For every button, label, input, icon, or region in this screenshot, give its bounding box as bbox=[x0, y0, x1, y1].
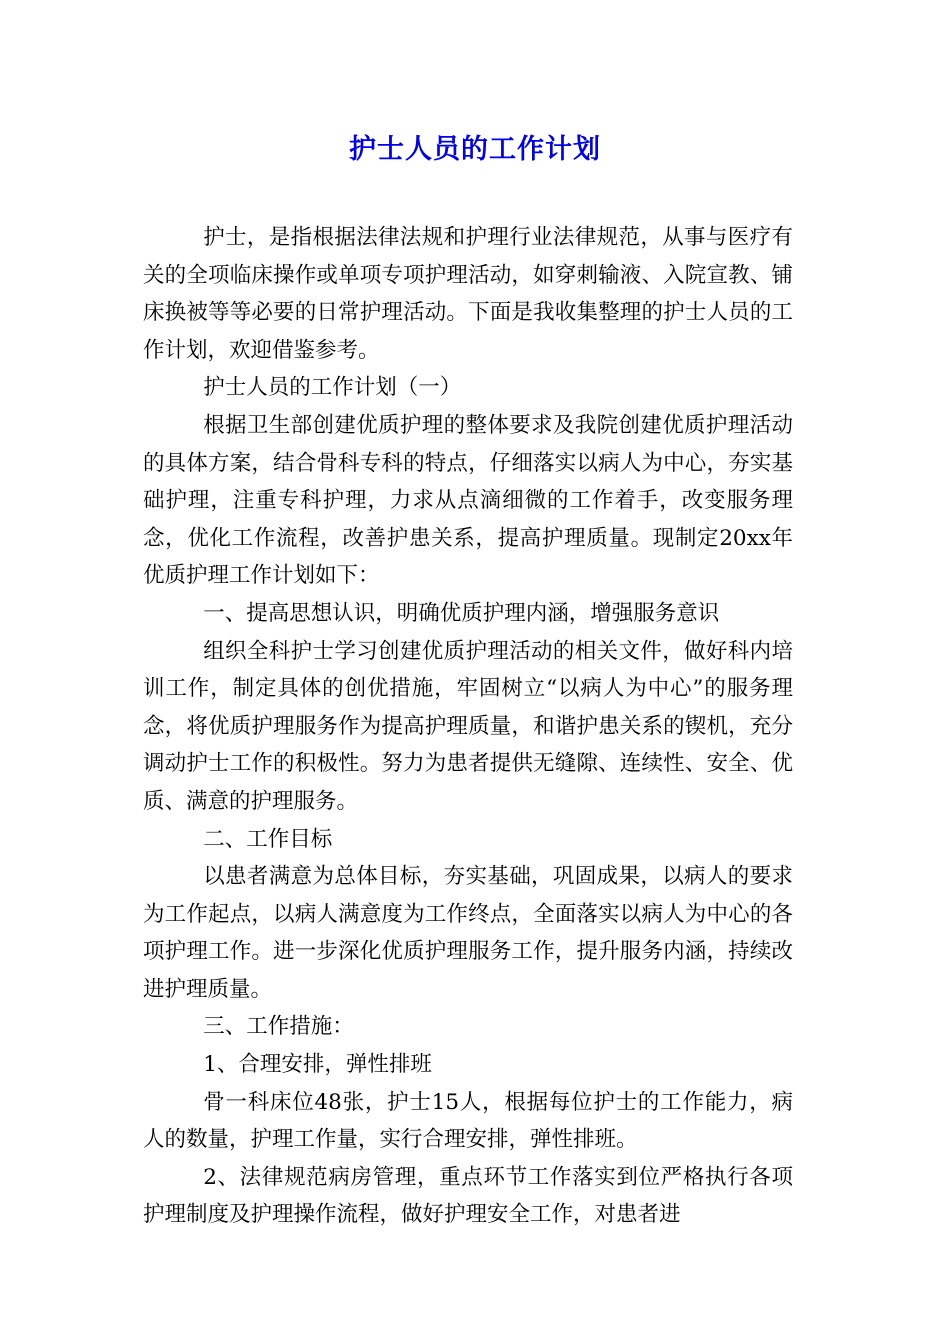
paragraph-section-2: 以患者满意为总体目标，夯实基础，巩固成果，以病人的要求为工作起点，以病人满意度为工作终点，全面落实以病人为中心的各项护理工作。进一步深化优质护理服务工作，提升服务内涵，持续改进护理质量。 bbox=[143, 864, 793, 1002]
paragraph-overview: 根据卫生部创建优质护理的整体要求及我院创建优质护理活动的具体方案，结合骨科专科的特点，仔细落实以病人为中心，夯实基础护理，注重专科护理，力求从点滴细微的工作着手，改变服务理念，优化工作流程，改善护患关系，提高护理质量。现制定20xx年优质护理工作计划如下： bbox=[143, 412, 793, 589]
subheading-3-1: 1、合理安排，弹性排班 bbox=[203, 1052, 432, 1078]
section-heading-2: 二、工作目标 bbox=[203, 826, 333, 852]
section-heading-plan-one: 护士人员的工作计划（一） bbox=[203, 375, 462, 401]
paragraph-section-1: 组织全科护士学习创建优质护理活动的相关文件，做好科内培训工作，制定具体的创优措施，牢固树立“以病人为中心”的服务理念，将优质护理服务作为提高护理质量，和谐护患关系的锲机，充分调动护士工作的积极性。努力为患者提供无缝隙、连续性、安全、优质、满意的护理服务。 bbox=[143, 638, 793, 814]
document-title: 护士人员的工作计划 bbox=[349, 134, 601, 165]
section-heading-1: 一、提高思想认识，明确优质护理内涵，增强服务意识 bbox=[203, 600, 720, 626]
paragraph-intro: 护士，是指根据法律法规和护理行业法律规范，从事与医疗有关的全项临床操作或单项专项护理活动，如穿刺输液、入院宣教、铺床换被等等必要的日常护理活动。下面是我收集整理的护士人员的工作计划，欢迎借鉴参考。 bbox=[143, 225, 793, 363]
section-heading-3: 三、工作措施： bbox=[203, 1014, 354, 1040]
paragraph-3-2: 2、法律规范病房管理，重点环节工作落实到位严格执行各项护理制度及护理操作流程，做好护理安全工作，对患者进 bbox=[143, 1164, 793, 1228]
paragraph-3-1: 骨一科床位48张，护士15人，根据每位护士的工作能力，病人的数量，护理工作量，实行合理安排，弹性排班。 bbox=[143, 1089, 793, 1153]
document-body bbox=[143, 219, 793, 1234]
